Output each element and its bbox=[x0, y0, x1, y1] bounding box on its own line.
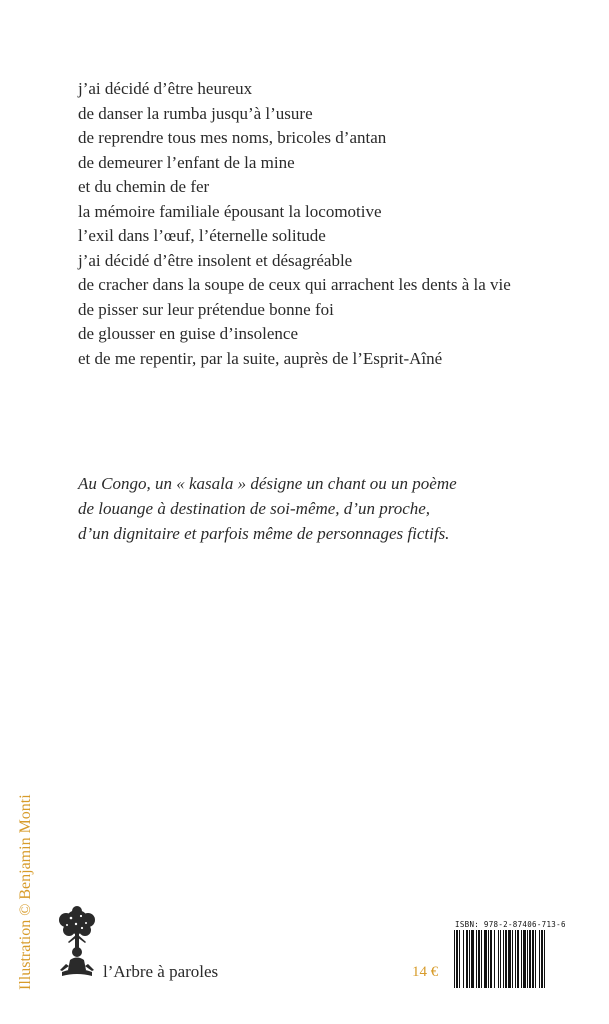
poem-line: et du chemin de fer bbox=[78, 177, 210, 196]
poem-line: et de me repentir, par la suite, auprès de l’Esprit-Aîné bbox=[78, 348, 443, 368]
poem-line: de demeurer l’enfant de la mine bbox=[78, 152, 295, 172]
tree-meditating-figure-logo-icon bbox=[56, 906, 98, 982]
isbn-barcode-icon bbox=[453, 930, 584, 988]
poem-line: j’ai décidé d’être insolent et désagréable bbox=[78, 250, 353, 270]
illustration-credit: Illustration © Benjamin Monti bbox=[17, 794, 34, 990]
poem-line: l’exil dans l’œuf, l’éternelle solitude bbox=[78, 226, 326, 245]
note-line: de louange à destination de soi-même, d’un proche, bbox=[78, 499, 431, 518]
poem-line: de pisser sur leur prétendue bonne foi bbox=[78, 299, 334, 319]
note-line: d’un dignitaire et parfois même de personnages fictifs. bbox=[78, 524, 450, 543]
price: 14 € bbox=[412, 964, 439, 980]
poem-line: de glousser en guise d’insolence bbox=[78, 324, 298, 343]
poem-excerpt bbox=[78, 77, 578, 371]
poem-line: de reprendre tous mes noms, bricoles d’antan bbox=[78, 128, 387, 147]
poem-line: de cracher dans la soupe de ceux qui arrachent les dents à la vie bbox=[78, 275, 511, 294]
publisher-name: l’Arbre à paroles bbox=[103, 962, 219, 981]
note-line: Au Congo, un « kasala » désigne un chant ou un poème bbox=[78, 474, 457, 493]
isbn-number: ISBN: 978-2-87406-713-6 bbox=[455, 920, 566, 929]
poem-line: j’ai décidé d’être heureux bbox=[78, 79, 253, 98]
poem-line: de danser la rumba jusqu’à l’usure bbox=[78, 103, 313, 123]
poem-line: la mémoire familiale épousant la locomotive bbox=[78, 201, 382, 221]
kasala-note bbox=[78, 471, 578, 546]
